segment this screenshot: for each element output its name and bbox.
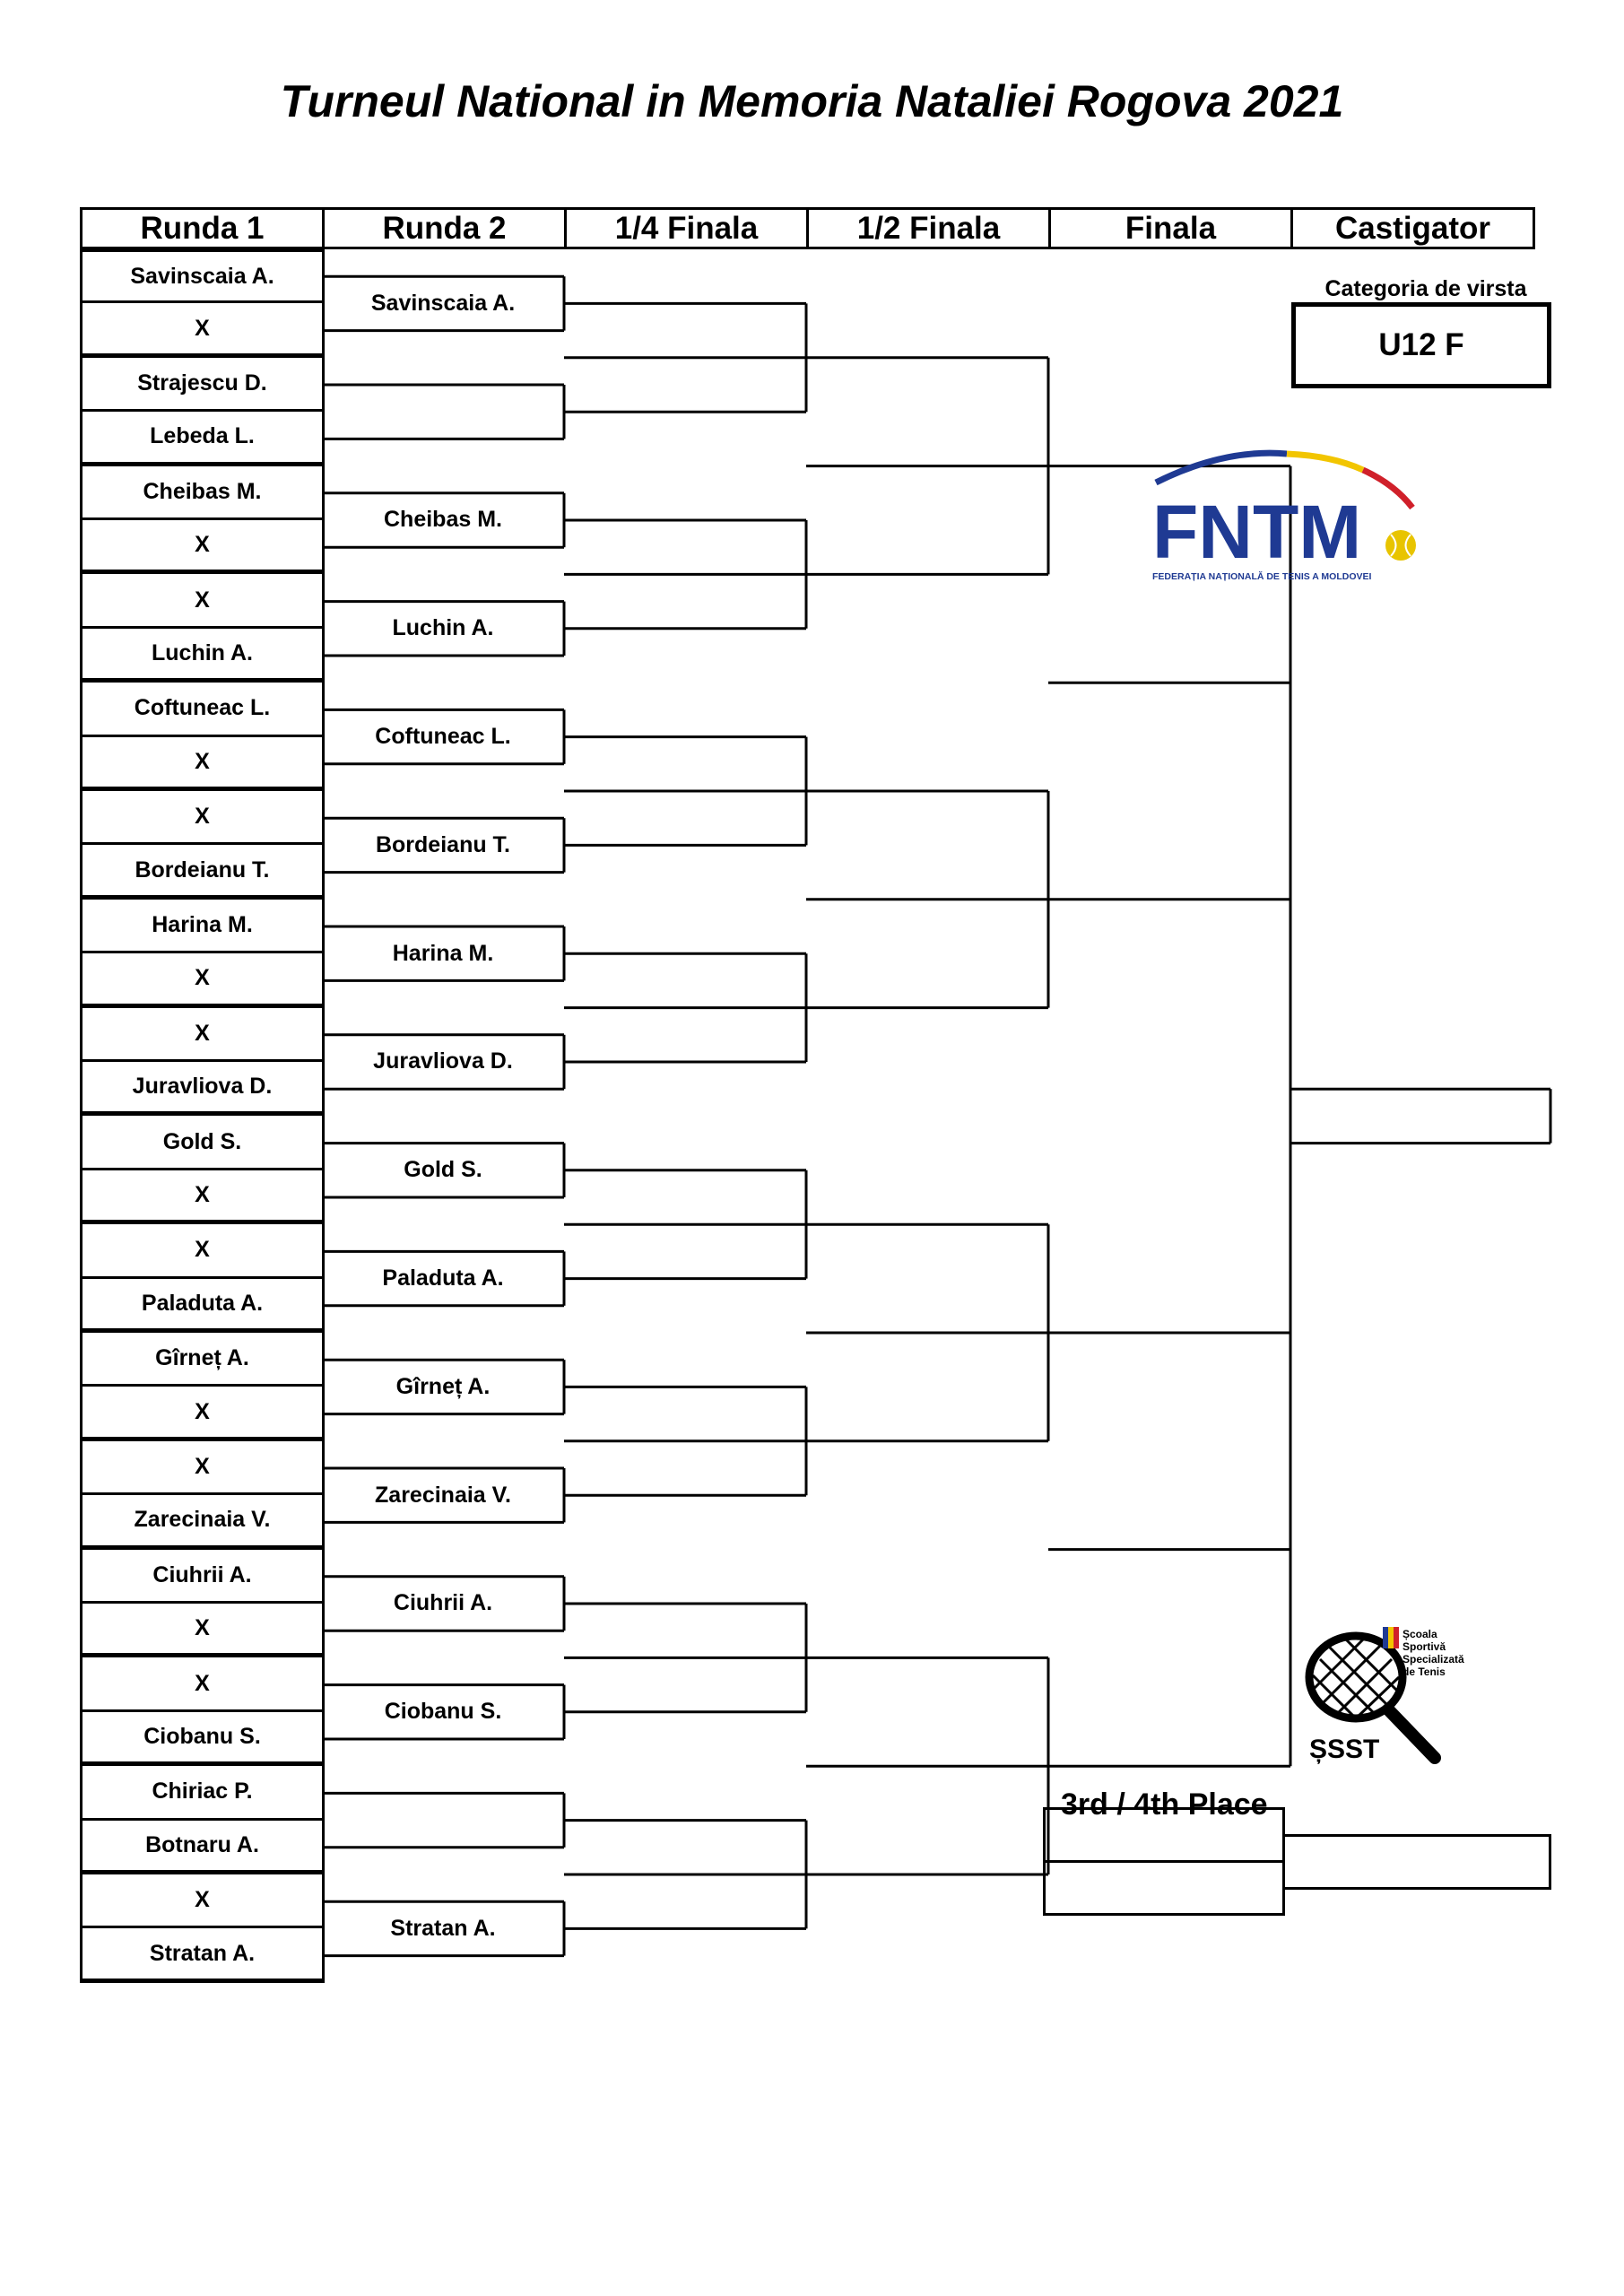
round1-player: X bbox=[80, 788, 325, 845]
round2-player: Stratan A. bbox=[390, 1915, 496, 1941]
fntm-logo-subtitle: FEDERAȚIA NAȚIONALĂ DE TENIS A MOLDOVEI bbox=[1152, 571, 1372, 582]
third-place-slot-2 bbox=[1043, 1860, 1285, 1916]
round1-player: Gîrneț A. bbox=[80, 1330, 325, 1387]
third-place-label: 3rd / 4th Place bbox=[1061, 1787, 1268, 1822]
round2-player: Gold S. bbox=[404, 1157, 482, 1183]
category-box bbox=[1291, 302, 1551, 388]
round1-player: X bbox=[80, 1872, 325, 1928]
round2-player: Ciuhrii A. bbox=[393, 1590, 493, 1616]
round1-player: X bbox=[80, 1222, 325, 1278]
round1-player: Bordeianu T. bbox=[80, 842, 325, 899]
ssst-line-3: Specializată bbox=[1403, 1653, 1464, 1665]
round2-player: Bordeianu T. bbox=[375, 831, 510, 857]
round1-player: Harina M. bbox=[80, 897, 325, 953]
round1-player: Paladuta A. bbox=[80, 1276, 325, 1333]
third-place-slot-1 bbox=[1043, 1807, 1285, 1863]
page-title: Turneul National in Memoria Nataliei Rogova 2021 bbox=[280, 76, 1344, 126]
category-value: U12 F bbox=[1378, 327, 1464, 362]
round1-player: Strajescu D. bbox=[80, 355, 325, 412]
ssst-line-4: de Tenis bbox=[1403, 1665, 1446, 1678]
category-label: Categoria de virsta bbox=[1324, 276, 1527, 301]
header-quarterfinal: 1/4 Finala bbox=[564, 207, 809, 249]
round1-player: Savinscaia A. bbox=[80, 249, 325, 303]
round1-player: X bbox=[80, 735, 325, 791]
round2-player: Cheibas M. bbox=[384, 507, 502, 533]
round1-player: X bbox=[80, 951, 325, 1007]
round1-player: Lebeda L. bbox=[80, 409, 325, 465]
round2-player: Zarecinaia V. bbox=[375, 1482, 511, 1508]
tennis-ball-icon bbox=[1385, 530, 1416, 561]
round2-player bbox=[322, 1793, 564, 1847]
round1-player: Coftuneac L. bbox=[80, 680, 325, 736]
ssst-line-2: Sportivă bbox=[1403, 1640, 1446, 1653]
third-place-winner-slot bbox=[1282, 1834, 1551, 1890]
round1-player: X bbox=[80, 1384, 325, 1440]
round2-player bbox=[322, 385, 564, 439]
round1-player: X bbox=[80, 300, 325, 357]
round1-player: X bbox=[80, 1005, 325, 1062]
round2-player: Coftuneac L. bbox=[375, 724, 511, 750]
round1-player: Juravliova D. bbox=[80, 1059, 325, 1116]
header-runda-1: Runda 1 bbox=[80, 207, 325, 249]
round1-player: Gold S. bbox=[80, 1113, 325, 1170]
ssst-logo-text: ȘSST bbox=[1309, 1735, 1380, 1764]
fntm-logo-text: FNTM bbox=[1152, 490, 1362, 574]
round1-player: Luchin A. bbox=[80, 626, 325, 683]
round1-player: Botnaru A. bbox=[80, 1818, 325, 1874]
round2-player: Luchin A. bbox=[392, 615, 494, 641]
ssst-line-1: Școala bbox=[1403, 1628, 1437, 1640]
header-winner: Castigator bbox=[1290, 207, 1535, 249]
round1-player: Stratan A. bbox=[80, 1926, 325, 1982]
round1-player: X bbox=[80, 571, 325, 628]
ssst-logo bbox=[1300, 1623, 1489, 1776]
moldova-flag-icon bbox=[1383, 1627, 1399, 1648]
round2-player: Ciobanu S. bbox=[384, 1699, 502, 1725]
round2-player: Harina M. bbox=[392, 940, 494, 966]
round2-player: Savinscaia A. bbox=[370, 290, 516, 316]
round1-player: X bbox=[80, 1439, 325, 1495]
round1-player: Ciobanu S. bbox=[80, 1709, 325, 1766]
round1-player: X bbox=[80, 1601, 325, 1657]
header-final: Finala bbox=[1048, 207, 1293, 249]
round1-player: X bbox=[80, 1168, 325, 1224]
round1-player: X bbox=[80, 517, 325, 574]
round2-player: Paladuta A. bbox=[382, 1265, 504, 1292]
round1-player: Ciuhrii A. bbox=[80, 1547, 325, 1604]
round1-player: X bbox=[80, 1655, 325, 1711]
round2-player: Gîrneț A. bbox=[395, 1373, 491, 1399]
header-runda-2: Runda 2 bbox=[322, 207, 567, 249]
round1-player: Chiriac P. bbox=[80, 1763, 325, 1820]
header-semifinal: 1/2 Finala bbox=[806, 207, 1051, 249]
round1-player: Zarecinaia V. bbox=[80, 1492, 325, 1549]
fntm-logo bbox=[1152, 448, 1430, 592]
round2-player: Juravliova D. bbox=[373, 1048, 513, 1074]
round1-player: Cheibas M. bbox=[80, 464, 325, 520]
